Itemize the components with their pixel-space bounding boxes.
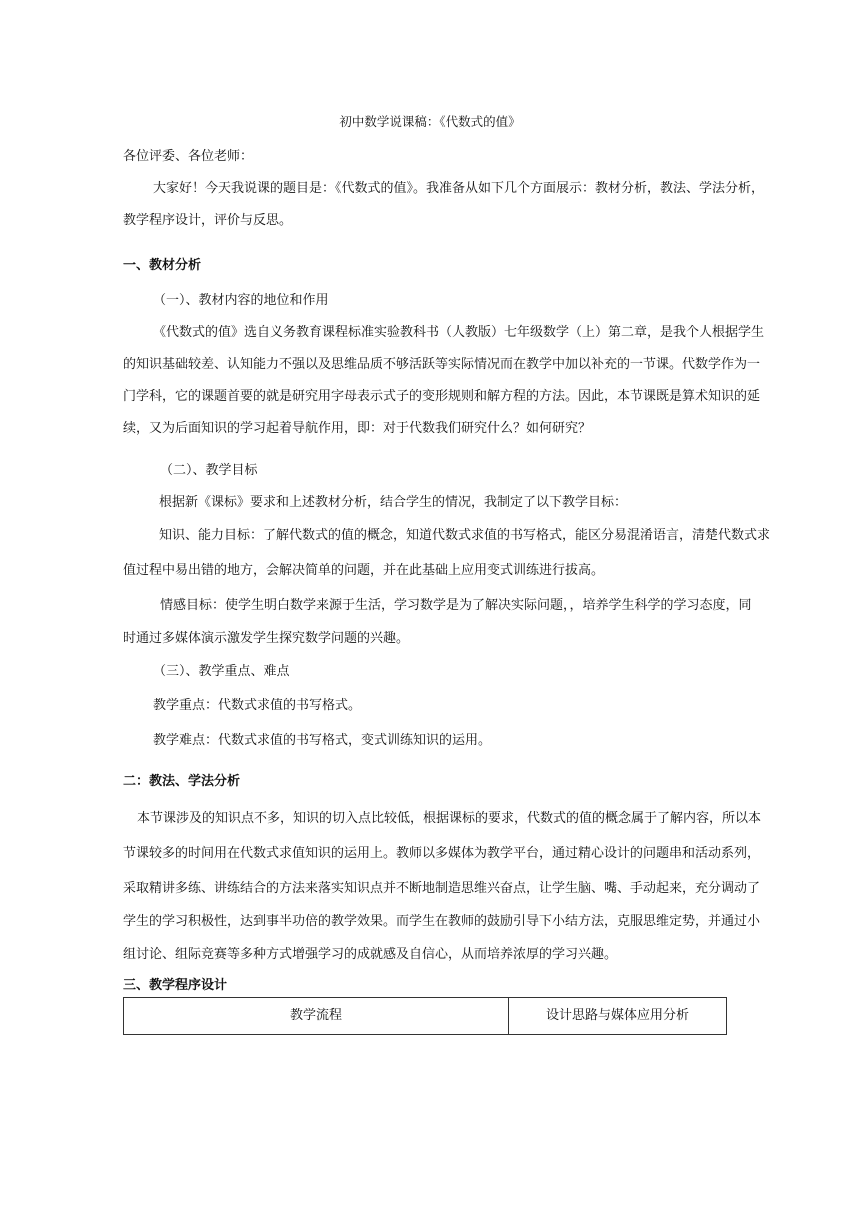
section2-line-5: 组讨论、组际竞赛等多种方式增强学习的成就感及自信心，从而培养浓厚的学习兴趣。 [123,947,618,962]
document-title: 初中数学说课稿：《代数式的值》 [339,114,521,129]
section3-heading: 三、教学程序设计 [123,978,228,993]
greeting: 各位评委、各位老师： [123,149,254,164]
intro-line-1: 大家好！今天我说课的题目是：《代数式的值》。我准备从如下几个方面展示：教材分析，教法、学法分析， [153,181,765,196]
knowledge-goal-line-2: 值过程中易出错的地方，会解决简单的问题，并在此基础上应用变式训练进行拔高。 [123,563,605,578]
table-header-design-analysis: 设计思路与媒体应用分析 [545,1008,689,1023]
teaching-program-table [123,997,727,1035]
section2-line-4: 学生的学习积极性，达到事半功倍的教学效果。而学生在教师的鼓励引导下小结方法，克服思维定势，并通过小 [123,914,761,929]
section2-line-3: 采取精讲多练、讲练结合的方法来落实知识点并不断地制造思维兴奋点，让学生脑、嘴、手动起来，充分调动了 [123,881,761,896]
section1-sub1-line-1: 《代数式的值》选自义务教育课程标准实验教科书（人教版）七年级数学（上）第二章，是我个人根据学生 [153,325,765,340]
section1-sub2-intro: 根据新《课标》要求和上述教材分析，结合学生的情况，我制定了以下教学目标： [159,495,628,510]
teaching-difficult-point: 教学难点：代数式求值的书写格式，变式训练知识的运用。 [153,733,492,748]
section2-line-2: 节课较多的时间用在代数式求值知识的运用上。教师以多媒体为教学平台，通过精心设计的问题串和活动系列， [123,846,761,861]
table-header-teaching-process: 教学流程 [124,998,509,1034]
section1-heading: 一、教材分析 [123,258,202,273]
teaching-key-point: 教学重点：代数式求值的书写格式。 [153,698,362,713]
intro-line-2: 教学程序设计，评价与反思。 [123,213,293,228]
knowledge-goal-line-1: 知识、能力目标：了解代数式的值的概念，知道代数式求值的书写格式，能区分易混淆语言，清楚代数式求 [159,528,771,543]
section1-sub3-heading: （三）、教学重点、难点 [153,664,290,679]
section1-sub2-heading: （二）、教学目标 [160,463,258,478]
section1-sub1-line-3: 门学科，它的课题首要的就是研究用字母表示式子的变形规则和解方程的方法。因此，本节课既是算术知识的延 [123,389,761,404]
section2-line-1: 本节课涉及的知识点不多，知识的切入点比较低，根据课标的要求，代数式的值的概念属于了解内容，所以本 [137,811,762,826]
emotion-goal-line-2: 时通过多媒体演示激发学生探究数学问题的兴趣。 [123,631,410,646]
section1-sub1-line-2: 的知识基础较差、认知能力不强以及思维品质不够活跃等实际情况而在教学中加以补充的一节课。代数学作为一 [123,357,761,372]
emotion-goal-line-1: 情感目标：使学生明白数学来源于生活，学习数学是为了解决实际问题，，培养学生科学的学习态度，同 [160,598,752,613]
section1-sub1-line-4: 续，又为后面知识的学习起着导航作用，即：对于代数我们研究什么？如何研究？ [123,421,592,436]
section2-heading: 二：教法、学法分析 [123,774,241,789]
section1-sub1-heading: （一）、教材内容的地位和作用 [153,293,329,308]
